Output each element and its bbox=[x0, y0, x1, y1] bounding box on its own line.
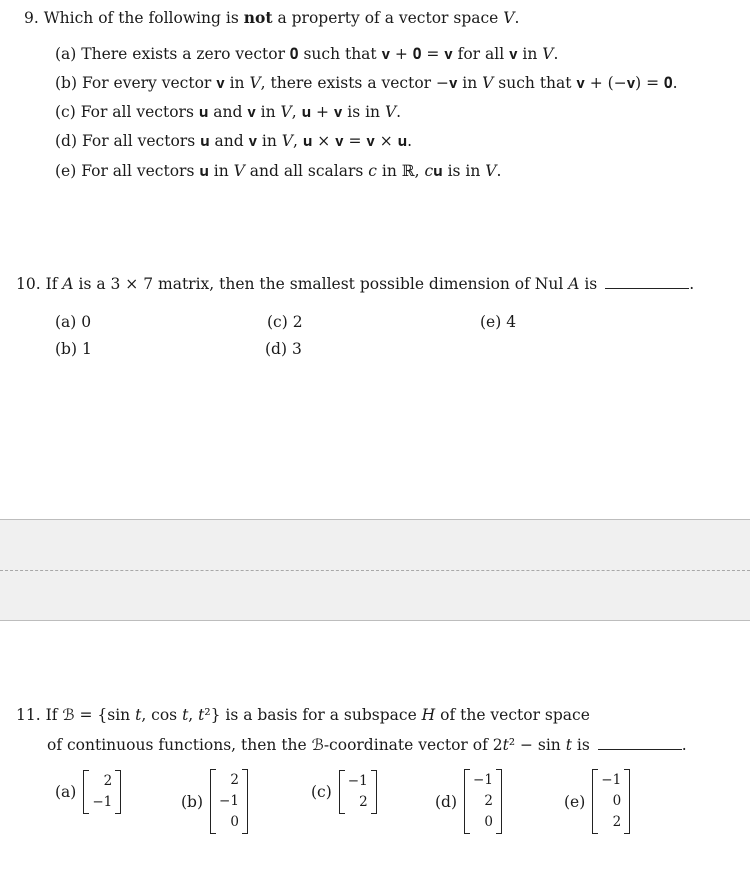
q9-option-b-label: (b) bbox=[55, 74, 78, 92]
q10-option-a-value: 0 bbox=[81, 313, 92, 331]
q11-option-b-matrix bbox=[210, 769, 248, 834]
q9-option-a-label: (a) bbox=[55, 45, 77, 63]
page-break-divider bbox=[0, 570, 750, 571]
q9-option-d-label: (d) bbox=[55, 132, 78, 150]
matrix-entry: 2 bbox=[612, 814, 622, 830]
q9-option-b-text: For every vector 𝐯 in 𝑉, there exists a vector −𝐯 in 𝑉 such that 𝐯 + (−𝐯) = 𝟎. bbox=[81, 74, 678, 92]
right-bracket bbox=[496, 769, 502, 834]
page-break-band bbox=[0, 519, 750, 621]
q10-option-d-label: (d) bbox=[265, 340, 288, 358]
q9-option-a bbox=[55, 45, 558, 64]
q9-stem-pre: Which of the following is bbox=[43, 9, 239, 27]
right-bracket bbox=[624, 769, 630, 834]
matrix-entry: 2 bbox=[359, 794, 368, 810]
q11-line1-text: If ℬ = {sin 𝑡, cos 𝑡, 𝑡²} is a basis for a subspace 𝐻 of the vector space bbox=[45, 706, 590, 724]
q10-stem bbox=[16, 274, 694, 293]
q11-option-c-matrix bbox=[339, 770, 377, 814]
q10-option-b-value: 1 bbox=[81, 340, 92, 358]
q9-option-e-label: (e) bbox=[55, 162, 77, 180]
q9-option-c-text: For all vectors 𝐮 and 𝐯 in 𝑉, 𝐮 + 𝐯 is in 𝑉. bbox=[80, 103, 402, 121]
q11-stem-line2 bbox=[47, 735, 687, 754]
q9-option-c bbox=[55, 103, 401, 122]
q11-option-c-label: (c) bbox=[311, 783, 332, 801]
q11-option-d-matrix bbox=[464, 769, 502, 834]
q11-option-e bbox=[564, 769, 630, 834]
matrix-entry: −1 bbox=[347, 773, 368, 789]
q11-option-a-matrix bbox=[83, 770, 121, 814]
q10-option-c bbox=[267, 313, 303, 331]
matrix-entry: 0 bbox=[484, 814, 493, 830]
matrix-entry: 0 bbox=[230, 814, 239, 830]
q9-option-e-text: For all vectors 𝐮 in 𝑉 and all scalars 𝑐 in ℝ, 𝑐𝐮 is in 𝑉. bbox=[81, 162, 502, 180]
q9-stem-emphasis: not bbox=[243, 8, 273, 27]
q11-line2-end: . bbox=[681, 736, 687, 754]
matrix-entry: 2 bbox=[230, 772, 239, 788]
q10-option-d-value: 3 bbox=[291, 340, 302, 358]
q9-stem-post: a property of a vector space bbox=[277, 9, 499, 27]
q11-option-d-label: (d) bbox=[435, 792, 458, 811]
matrix-entry: −1 bbox=[601, 772, 622, 788]
right-bracket bbox=[371, 770, 377, 814]
matrix-entry: 2 bbox=[103, 773, 113, 789]
matrix-entry: −1 bbox=[219, 793, 239, 809]
matrix-entry: 0 bbox=[612, 793, 622, 809]
q10-stem-text: If 𝐴 is a 3 × 7 matrix, then the smallest possible dimension of Nul 𝐴 is bbox=[45, 275, 598, 293]
q11-answer-blank[interactable] bbox=[598, 735, 682, 750]
q11-option-e-matrix bbox=[592, 769, 630, 834]
q10-option-b bbox=[55, 340, 92, 358]
q9-stem-var: V bbox=[503, 9, 515, 27]
q11-option-b bbox=[181, 769, 248, 834]
q11-option-e-label: (e) bbox=[564, 792, 586, 811]
q10-option-b-label: (b) bbox=[55, 340, 78, 358]
q10-option-e-value: 4 bbox=[506, 313, 517, 331]
matrix-entry: −1 bbox=[92, 794, 113, 810]
q10-option-d bbox=[265, 340, 302, 358]
q9-option-d bbox=[55, 132, 412, 151]
right-bracket bbox=[115, 770, 121, 814]
q9-number: 9. bbox=[24, 9, 39, 27]
q11-line2-text: of continuous functions, then the ℬ-coordinate vector of 2𝑡² − sin 𝑡 is bbox=[47, 736, 590, 754]
q9-stem-end: . bbox=[514, 9, 520, 27]
q9-stem bbox=[24, 8, 519, 27]
q9-option-c-label: (c) bbox=[55, 103, 76, 121]
q10-option-a bbox=[55, 313, 91, 331]
q10-option-a-label: (a) bbox=[55, 313, 77, 331]
q10-option-c-label: (c) bbox=[267, 313, 288, 331]
q9-option-e bbox=[55, 162, 501, 181]
q10-answer-blank[interactable] bbox=[605, 274, 689, 289]
q11-number: 11. bbox=[16, 706, 41, 724]
q11-option-a bbox=[55, 770, 121, 814]
q9-option-a-text: There exists a zero vector 𝟎 such that 𝐯 + 𝟎 = 𝐯 for all 𝐯 in 𝑉. bbox=[81, 45, 559, 63]
matrix-entry: 2 bbox=[484, 793, 493, 809]
q10-option-c-value: 2 bbox=[292, 313, 303, 331]
q11-option-c bbox=[311, 770, 377, 814]
q10-stem-end: . bbox=[689, 275, 695, 293]
q11-stem-line1 bbox=[16, 706, 590, 724]
q9-option-d-text: For all vectors 𝐮 and 𝐯 in 𝑉, 𝐮 × 𝐯 = 𝐯 × 𝐮. bbox=[81, 132, 413, 150]
q9-option-b bbox=[55, 74, 678, 93]
right-bracket bbox=[242, 769, 248, 834]
matrix-entry: −1 bbox=[473, 772, 493, 788]
q11-option-a-label: (a) bbox=[55, 783, 77, 801]
q10-number: 10. bbox=[16, 275, 41, 293]
q11-option-d bbox=[435, 769, 502, 834]
q11-option-b-label: (b) bbox=[181, 792, 204, 811]
q10-option-e-label: (e) bbox=[480, 313, 502, 331]
q10-option-e bbox=[480, 313, 516, 331]
